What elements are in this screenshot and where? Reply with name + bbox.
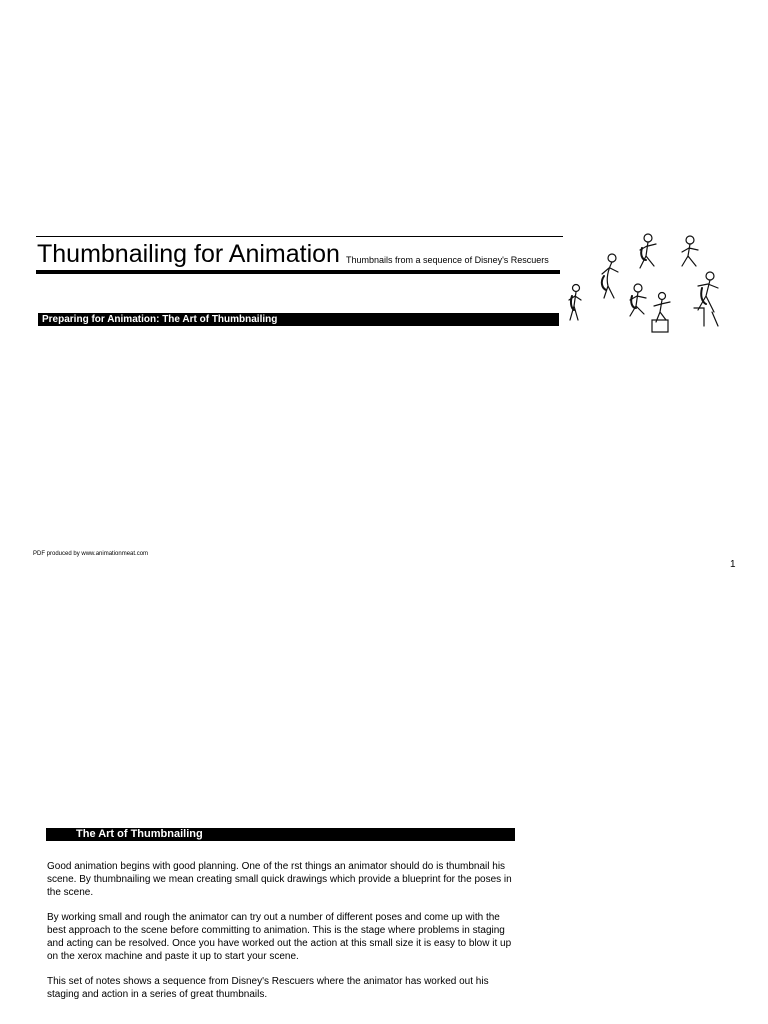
body-paragraph: Good animation begins with good planning. One of the rst things an animator should do is thumbnail his scene. By thumbnailing we mean creating small quick drawings which provide a blueprint for the poses in the scene.	[47, 861, 512, 898]
sketch-figure-7	[694, 272, 718, 326]
page-number: 1	[730, 559, 736, 570]
page-subtitle: Thumbnails from a sequence of Disney's Rescuers	[346, 255, 549, 265]
body-paragraph: By working small and rough the animator can try out a number of different poses and come up with the best approach to the scene before committing to animation. This is the stage where problems in staging and acting can be resolved. Once you have worked out the action at this small size it is easy to blow it up on the xerox machine and paste it up to start your scene.	[47, 912, 512, 962]
sketch-figure-1	[602, 254, 618, 298]
sketch-figure-3	[682, 236, 698, 266]
pdf-credit: PDF produced by www.animationmeat.com	[33, 551, 149, 557]
section-heading-art: The Art of Thumbnailing	[46, 828, 515, 841]
page-title: Thumbnailing for Animation	[37, 240, 340, 268]
body-paragraph: This set of notes shows a sequence from Disney's Rescuers where the animator has worked out his staging and action in a series of great thumbnails.	[47, 976, 489, 1000]
section-heading-preparing: Preparing for Animation: The Art of Thumbnailing	[38, 313, 559, 326]
sketch-figure-5	[630, 284, 646, 316]
header-bottom-rule	[36, 270, 560, 274]
header-top-rule	[36, 236, 563, 237]
character-thumbnail-sketches-icon	[562, 226, 732, 338]
sketch-figure-6	[652, 293, 670, 333]
sketch-figure-4	[569, 285, 581, 321]
sketch-figure-2	[640, 234, 656, 268]
